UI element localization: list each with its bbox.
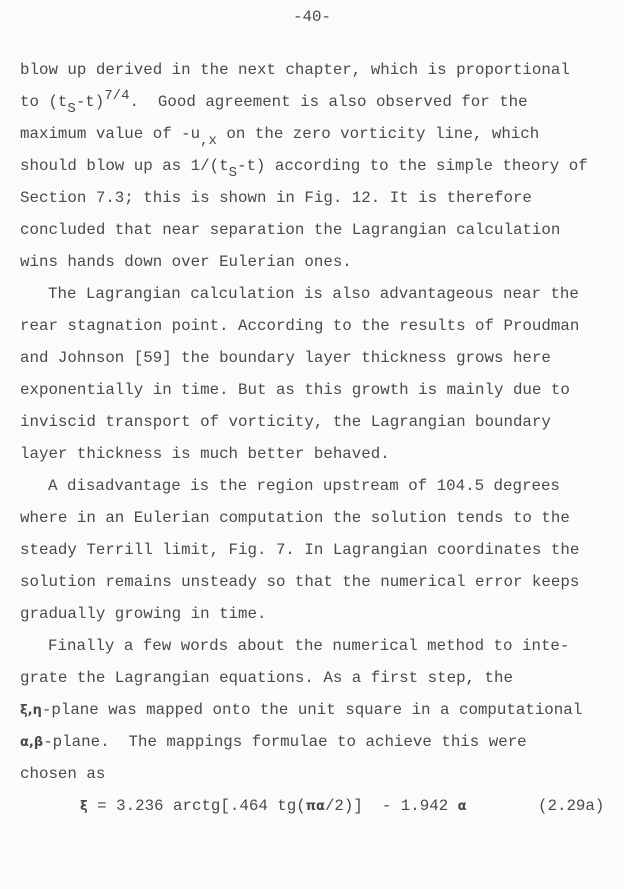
text-run: chosen as [20, 765, 106, 783]
text-run: where in an Eulerian computation the solution tends to the [20, 509, 570, 527]
text-run: Section 7.3; this is shown in Fig. 12. It is therefore [20, 189, 532, 207]
text-line [20, 57, 620, 89]
text-run: layer thickness is much better behaved. [20, 445, 390, 463]
text-run: -t) [75, 93, 105, 111]
text-line [20, 409, 620, 441]
text-run: rear stagnation point. According to the results of Proudman [20, 317, 580, 335]
text-line [20, 569, 620, 601]
text-run: . Good agreement is also observed for the [129, 93, 528, 111]
equation-body [80, 793, 467, 820]
text-line [20, 601, 620, 633]
text-line [20, 153, 620, 185]
page-number: -40- [293, 8, 331, 26]
text-run: exponentially in time. But as this growth is mainly due to [20, 381, 570, 399]
text-line [20, 473, 620, 505]
greek-symbol: ξ [80, 799, 88, 814]
text-line [20, 185, 620, 217]
text-run: grate the Lagrangian equations. As a first step, the [20, 669, 513, 687]
text-run: -t) according to the simple theory of [236, 157, 588, 175]
text-run: = 3.236 arctg[.464 tg( [87, 797, 306, 815]
equation-2-29a [20, 793, 620, 825]
subscript: ,x [200, 133, 217, 149]
text-run: Finally a few words about the numerical method to inte- [48, 637, 570, 655]
text-line [20, 249, 620, 281]
text-line [20, 281, 620, 313]
text-run: /2)] - 1.942 [324, 797, 458, 815]
text-line [20, 377, 620, 409]
text-line [20, 729, 620, 761]
text-run: to (t [20, 93, 68, 111]
text-line [20, 505, 620, 537]
body-text [20, 57, 620, 825]
subscript: S [228, 165, 237, 181]
subscript: S [67, 101, 76, 117]
text-run: maximum value of -u [20, 125, 201, 143]
text-line [20, 761, 620, 793]
text-run: gradually growing in time. [20, 605, 267, 623]
text-line [20, 665, 620, 697]
greek-symbol: ξ,η [20, 703, 42, 718]
text-run: -plane was mapped onto the unit square in a computational [41, 701, 583, 719]
text-run: concluded that near separation the Lagrangian calculation [20, 221, 561, 239]
superscript: 7/4 [104, 88, 130, 104]
text-line [20, 345, 620, 377]
text-run: steady Terrill limit, Fig. 7. In Lagrangian coordinates the [20, 541, 580, 559]
text-line [20, 441, 620, 473]
text-run: wins hands down over Eulerian ones. [20, 253, 352, 271]
text-line [20, 697, 620, 729]
greek-symbol: α [457, 799, 467, 814]
text-run: and Johnson [59] the boundary layer thickness grows here [20, 349, 551, 367]
text-run: -plane. The mappings formulae to achieve this were [43, 733, 527, 751]
text-line [20, 89, 620, 121]
text-run: The Lagrangian calculation is also advantageous near the [48, 285, 579, 303]
greek-symbol: α,β [20, 735, 44, 750]
text-run: A disadvantage is the region upstream of 104.5 degrees [48, 477, 560, 495]
text-run: blow up derived in the next chapter, which is proportional [20, 61, 570, 79]
text-run: solution remains unsteady so that the numerical error keeps [20, 573, 580, 591]
equation-number: (2.29a) [538, 797, 605, 815]
text-run: inviscid transport of vorticity, the Lagrangian boundary [20, 413, 551, 431]
text-run: should blow up as 1/(t [20, 157, 229, 175]
greek-symbol: πα [305, 799, 325, 814]
text-run: on the zero vorticity line, which [216, 125, 540, 143]
text-line [20, 313, 620, 345]
text-line [20, 633, 620, 665]
text-line [20, 537, 620, 569]
text-line [20, 121, 620, 153]
text-line [20, 217, 620, 249]
